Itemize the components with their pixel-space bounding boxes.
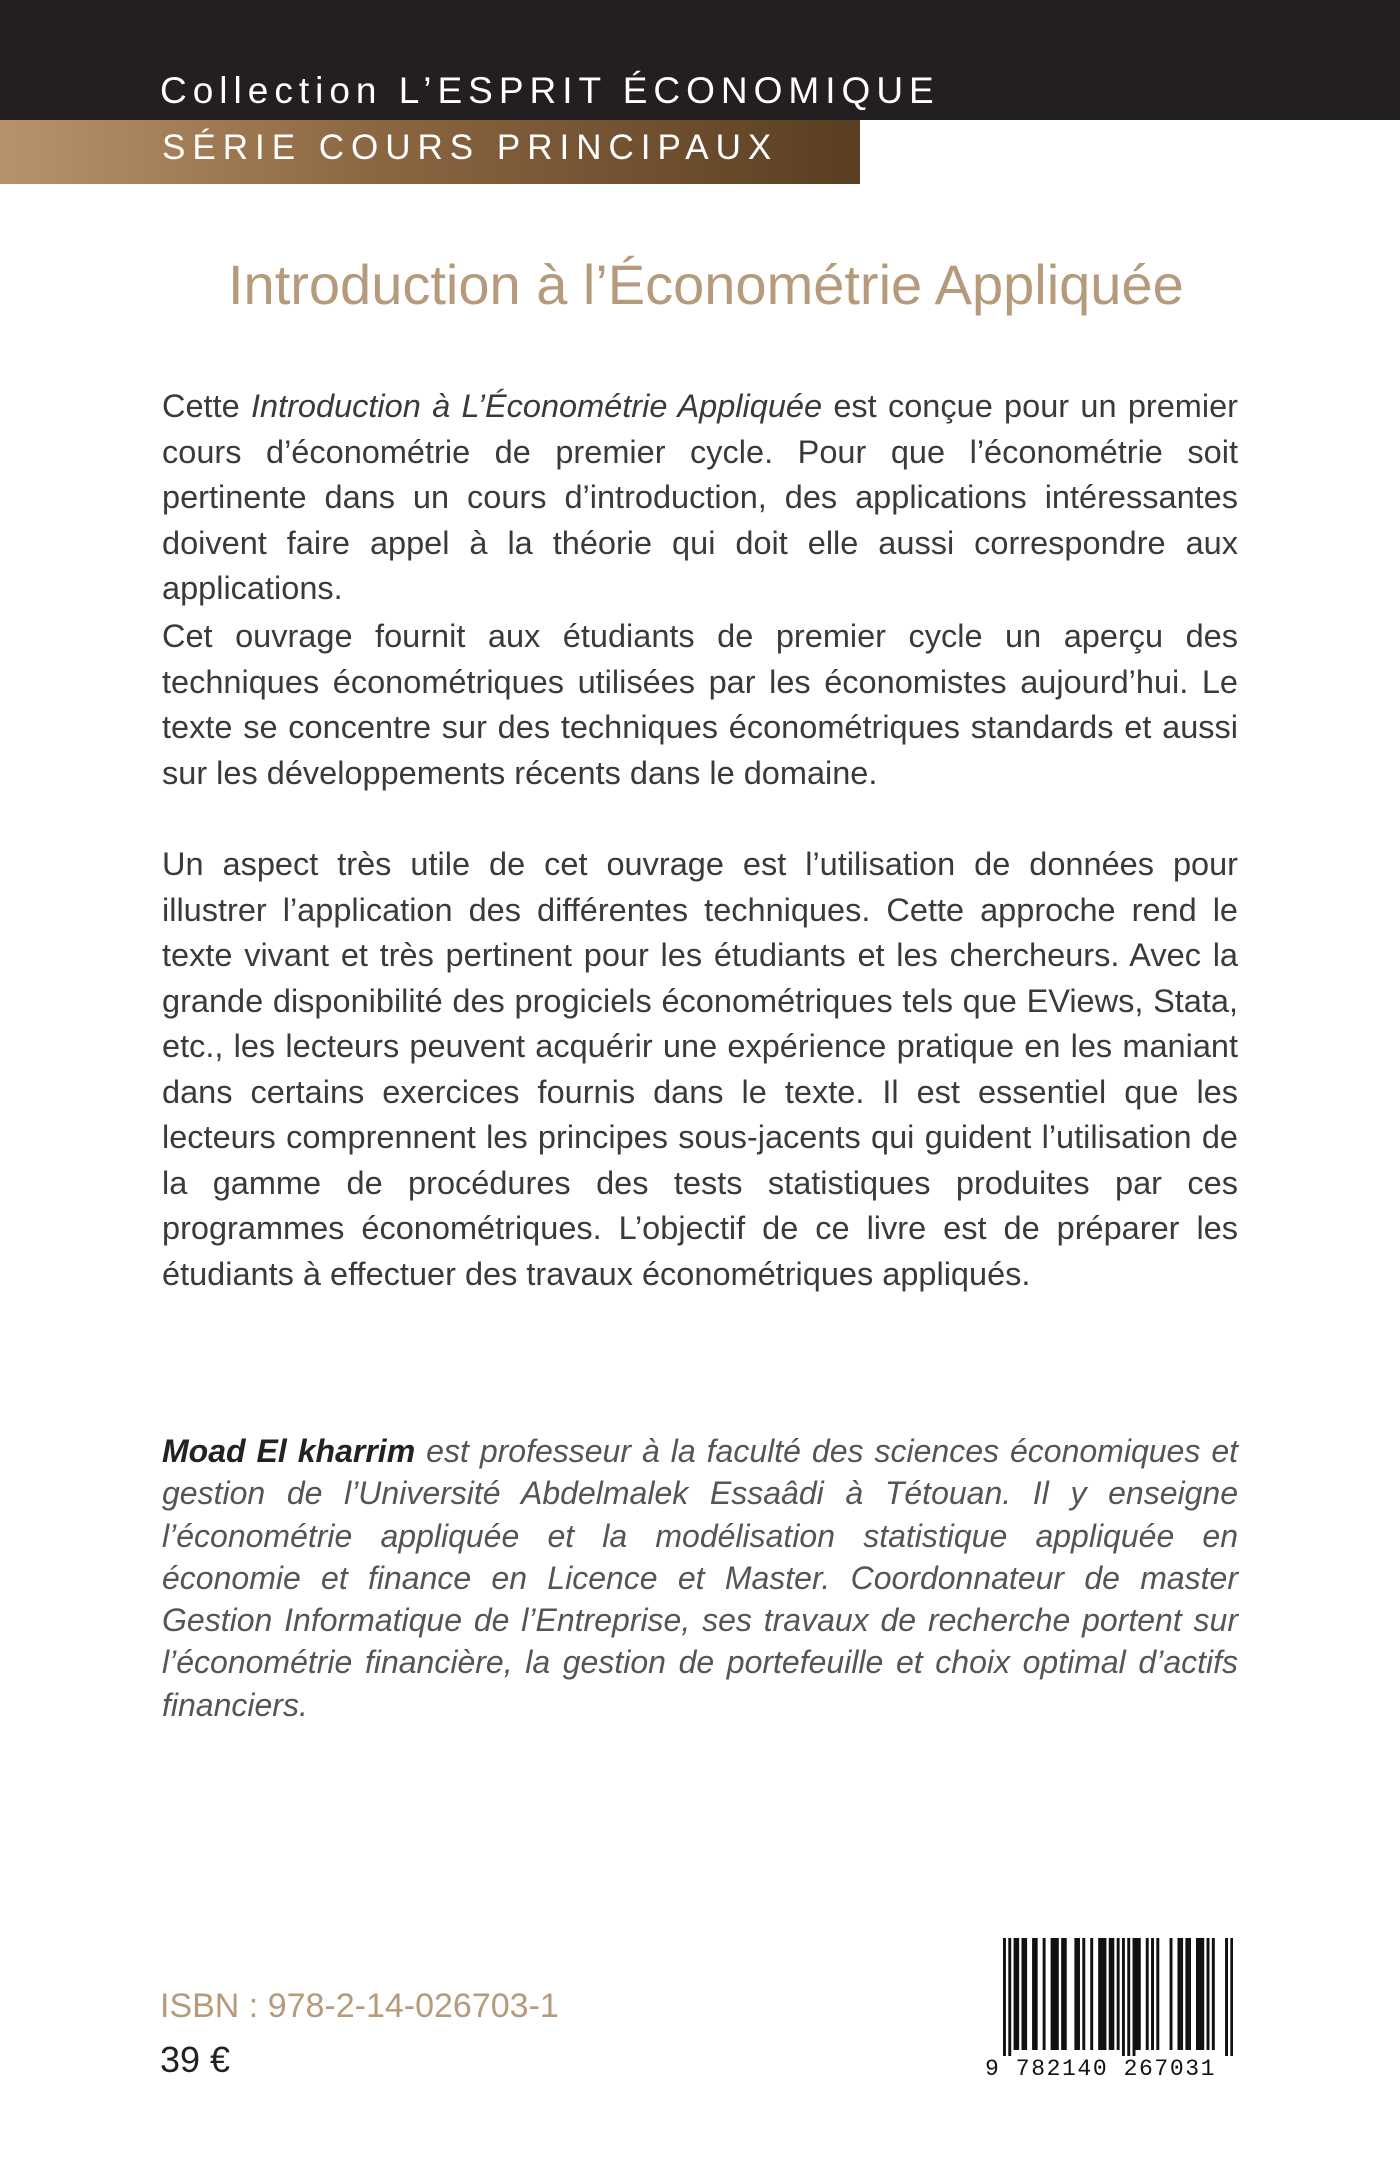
barcode-bar — [1051, 1938, 1054, 2050]
barcode-bar — [1035, 1938, 1038, 2050]
author-bio-text: est professeur à la faculté des sciences économiques et gestion de l’Université Abdelmalek Essaâdi à Tétouan. Il y enseigne l’économétrie appliquée et la modélisation statistique appliquée en économie et finance en Licence et Master. Coordonnateur de master Gestion Informatique de l’Entreprise, ses travaux de recherche portent sur l’économétrie financière, la gestion de portefeuille et choix optimal d’actifs financiers. — [162, 1433, 1239, 1723]
barcode-bar — [1146, 1938, 1149, 2050]
barcode-bar — [1032, 1938, 1035, 2050]
barcode-bars — [1003, 1938, 1233, 2056]
barcode-bar — [1201, 1938, 1204, 2050]
barcode-bar — [1077, 1938, 1080, 2050]
barcode-bar — [1151, 1938, 1154, 2050]
barcode-bar — [1022, 1938, 1025, 2050]
barcode-bar — [1008, 1938, 1011, 2056]
paragraph-1-body: est conçue pour un premier cours d’économétrie de premier cycle. Pour que l’économétrie soit pertinente dans un cours d’introduction, des applications intéressantes doivent faire appel à la théorie qui doit elle aussi correspondre aux applications. — [162, 388, 1238, 606]
barcode-bar — [1074, 1938, 1077, 2050]
barcode-bar — [1127, 1938, 1130, 2056]
barcode-bar — [1177, 1938, 1180, 2050]
collection-name: Collection L’ESPRIT ÉCONOMIQUE — [160, 70, 940, 111]
barcode-bar — [1199, 1938, 1202, 2050]
barcode-bar — [1138, 1938, 1141, 2050]
barcode-bar — [1043, 1938, 1046, 2050]
barcode-bar — [1170, 1938, 1173, 2050]
barcode-bar — [1133, 1938, 1136, 2056]
paragraph-1-intro: Cette — [162, 388, 251, 424]
barcode-bar — [1061, 1938, 1064, 2050]
barcode-bar — [1053, 1938, 1056, 2050]
barcode-bar — [1103, 1938, 1106, 2050]
book-title: Introduction à l’Économétrie Appliquée — [228, 253, 1184, 316]
barcode-bar — [1101, 1938, 1104, 2050]
isbn: ISBN : 978-2-14-026703-1 — [160, 1987, 559, 2025]
barcode-bar — [1185, 1938, 1188, 2050]
barcode-bar — [1117, 1938, 1120, 2050]
barcode-bar — [1196, 1938, 1199, 2050]
barcode-bar — [1024, 1938, 1027, 2050]
author-name: Moad El kharrim — [162, 1433, 416, 1469]
barcode-bar — [1156, 1938, 1159, 2050]
barcode-bar — [1180, 1938, 1183, 2050]
price: 39 € — [160, 2039, 231, 2080]
barcode — [985, 1938, 1243, 2086]
series-name: SÉRIE COURS PRINCIPAUX — [162, 128, 779, 167]
barcode-bar — [1207, 1938, 1210, 2050]
barcode-bar — [1188, 1938, 1191, 2050]
barcode-bar — [1230, 1938, 1233, 2056]
barcode-bar — [1016, 1938, 1019, 2050]
barcode-bar — [1109, 1938, 1112, 2050]
barcode-bar — [1098, 1938, 1101, 2050]
description-paragraph-1 — [162, 384, 1238, 612]
barcode-bar — [1090, 1938, 1093, 2050]
description-paragraph-2: Cet ouvrage fournit aux étudiants de premier cycle un aperçu des techniques économétriques utilisées par les économistes aujourd’hui. Le texte se concentre sur des techniques économétriques standards et aussi sur les développements récents dans le domaine. — [162, 618, 1238, 791]
barcode-bar — [1111, 1938, 1114, 2050]
description-paragraph-3: Un aspect très utile de cet ouvrage est l’utilisation de données pour illustrer l’application des différentes techniques. Cette approche rend le texte vivant et très pertinent pour les étudiants et les chercheurs. Avec la grande disponibilité des progiciels économétriques tels que EViews, Stata, etc., les lecteurs peuvent acquérir une expérience pratique en les maniant dans certains exercices fournis dans le texte. Il est essentiel que les lecteurs comprennent les principes sous-jacents qui guident l’utilisation de la gamme de procédures des tests statistiques produites par ces programmes économétriques. L’objectif de ce livre est de préparer les étudiants à effectuer des travaux économétriques appliqués. — [162, 846, 1238, 1292]
barcode-bar — [1056, 1938, 1059, 2050]
author-bio — [162, 1430, 1238, 1726]
barcode-bar — [1122, 1938, 1125, 2056]
barcode-bar — [1014, 1938, 1017, 2050]
barcode-digits: 9 782140 267031 — [985, 2056, 1217, 2082]
barcode-bar — [1225, 1938, 1228, 2056]
barcode-bar — [1082, 1938, 1085, 2050]
barcode-bar — [1135, 1938, 1138, 2050]
barcode-bar — [1212, 1938, 1215, 2050]
paragraph-1-book-title: Introduction à L’Économétrie Appliquée — [250, 388, 823, 424]
barcode-bar — [1003, 1938, 1006, 2056]
barcode-bar — [1064, 1938, 1067, 2050]
